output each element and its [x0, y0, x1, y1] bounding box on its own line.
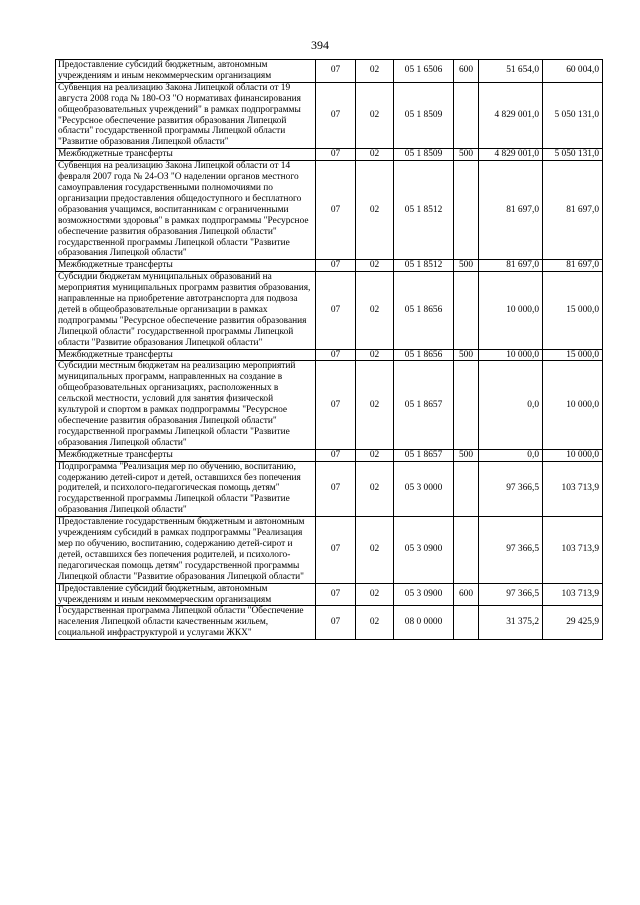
target-article-cell: 05 3 0900	[394, 517, 454, 583]
amount-year1-cell: 81 697,0	[479, 161, 543, 260]
amount-year1-cell: 81 697,0	[479, 260, 543, 272]
section-cell: 07	[316, 149, 356, 161]
table-row	[56, 361, 603, 449]
table-row	[56, 606, 603, 640]
expense-type-cell	[454, 82, 479, 148]
amount-year2-cell: 81 697,0	[543, 260, 603, 272]
subsection-cell: 02	[356, 583, 394, 606]
amount-year2-cell: 60 004,0	[543, 60, 603, 83]
section-cell: 07	[316, 583, 356, 606]
table-body	[56, 60, 603, 640]
amount-year2-cell: 10 000,0	[543, 449, 603, 461]
section-cell: 07	[316, 606, 356, 640]
row-name-cell: Предоставление государственным бюджетным и автономным учреждениям субсидий в рамках подпрограммы "Реализация мер по обучению, воспитанию, содержанию детей-сирот и детей, оставшихся без попечения родителей, и психолого-педагогическая помощь детям" государственной программы Липецкой области "Развитие образования Липецкой области"	[56, 517, 316, 583]
expense-type-cell: 500	[454, 260, 479, 272]
expense-type-cell: 600	[454, 60, 479, 83]
expense-type-cell: 600	[454, 583, 479, 606]
section-cell: 07	[316, 449, 356, 461]
subsection-cell: 02	[356, 361, 394, 449]
expense-type-cell	[454, 606, 479, 640]
expense-type-cell	[454, 361, 479, 449]
target-article-cell: 05 1 8512	[394, 260, 454, 272]
subsection-cell: 02	[356, 260, 394, 272]
amount-year1-cell: 97 366,5	[479, 583, 543, 606]
table-row	[56, 82, 603, 148]
subsection-cell: 02	[356, 272, 394, 349]
section-cell: 07	[316, 361, 356, 449]
row-name-cell: Субвенция на реализацию Закона Липецкой области от 14 февраля 2007 года № 24-ОЗ "О наделении органов местного самоуправления государственными полномочиями по организации предоставления общедоступного и бесплатного образования учащимся, воспитанникам с ограниченными возможностями здоровья" в рамках подпрограммы "Ресурсное обеспечение развития образования Липецкой области" государственной программы Липецкой области "Развитие образования Липецкой области"	[56, 161, 316, 260]
target-article-cell: 05 1 8657	[394, 449, 454, 461]
amount-year2-cell: 81 697,0	[543, 161, 603, 260]
expense-type-cell	[454, 517, 479, 583]
section-cell: 07	[316, 260, 356, 272]
row-name-cell: Межбюджетные трансферты	[56, 349, 316, 361]
amount-year2-cell: 103 713,9	[543, 517, 603, 583]
amount-year1-cell: 10 000,0	[479, 272, 543, 349]
expense-type-cell	[454, 461, 479, 517]
target-article-cell: 05 1 8512	[394, 161, 454, 260]
expense-type-cell	[454, 161, 479, 260]
amount-year1-cell: 51 654,0	[479, 60, 543, 83]
row-name-cell: Субсидии бюджетам муниципальных образований на мероприятия муниципальных программ развития образования, направленные на приобретение автотранспорта для подвоза детей в общеобразовательные организации в рамках подпрограммы "Ресурсное обеспечение развития образования Липецкой области" государственной программы Липецкой области "Развитие образования Липецкой области"	[56, 272, 316, 349]
expense-type-cell	[454, 272, 479, 349]
target-article-cell: 05 1 8509	[394, 149, 454, 161]
subsection-cell: 02	[356, 449, 394, 461]
table-row	[56, 161, 603, 260]
amount-year2-cell: 15 000,0	[543, 272, 603, 349]
amount-year1-cell: 4 829 001,0	[479, 149, 543, 161]
amount-year1-cell: 0,0	[479, 449, 543, 461]
subsection-cell: 02	[356, 349, 394, 361]
amount-year1-cell: 97 366,5	[479, 461, 543, 517]
section-cell: 07	[316, 517, 356, 583]
table-row	[56, 449, 603, 461]
target-article-cell: 05 3 0000	[394, 461, 454, 517]
table-row	[56, 149, 603, 161]
amount-year1-cell: 97 366,5	[479, 517, 543, 583]
section-cell: 07	[316, 60, 356, 83]
amount-year2-cell: 10 000,0	[543, 361, 603, 449]
target-article-cell: 05 1 8656	[394, 349, 454, 361]
section-cell: 07	[316, 461, 356, 517]
amount-year1-cell: 31 375,2	[479, 606, 543, 640]
row-name-cell: Государственная программа Липецкой области "Обеспечение населения Липецкой области качественным жильем, социальной инфраструктурой и услугами ЖКХ"	[56, 606, 316, 640]
row-name-cell: Межбюджетные трансферты	[56, 149, 316, 161]
target-article-cell: 08 0 0000	[394, 606, 454, 640]
subsection-cell: 02	[356, 461, 394, 517]
row-name-cell: Субвенция на реализацию Закона Липецкой области от 19 августа 2008 года № 180-ОЗ "О нормативах финансирования общеобразовательных учреждений" в рамках подпрограммы "Ресурсное обеспечение развития образования Липецкой области" государственной программы Липецкой области "Развитие образования Липецкой области"	[56, 82, 316, 148]
amount-year2-cell: 103 713,9	[543, 461, 603, 517]
budget-table	[55, 59, 603, 640]
subsection-cell: 02	[356, 60, 394, 83]
expense-type-cell: 500	[454, 149, 479, 161]
row-name-cell: Межбюджетные трансферты	[56, 260, 316, 272]
target-article-cell: 05 1 6506	[394, 60, 454, 83]
table-row	[56, 461, 603, 517]
amount-year1-cell: 10 000,0	[479, 349, 543, 361]
section-cell: 07	[316, 272, 356, 349]
page-number: 394	[311, 38, 329, 52]
amount-year2-cell: 5 050 131,0	[543, 82, 603, 148]
subsection-cell: 02	[356, 517, 394, 583]
expense-type-cell: 500	[454, 349, 479, 361]
subsection-cell: 02	[356, 606, 394, 640]
subsection-cell: 02	[356, 149, 394, 161]
section-cell: 07	[316, 349, 356, 361]
section-cell: 07	[316, 161, 356, 260]
row-name-cell: Предоставление субсидий бюджетным, автономным учреждениям и иным некоммерческим организациям	[56, 60, 316, 83]
amount-year1-cell: 0,0	[479, 361, 543, 449]
amount-year2-cell: 15 000,0	[543, 349, 603, 361]
subsection-cell: 02	[356, 82, 394, 148]
table-row	[56, 272, 603, 349]
target-article-cell: 05 1 8657	[394, 361, 454, 449]
table-row	[56, 60, 603, 83]
target-article-cell: 05 3 0900	[394, 583, 454, 606]
section-cell: 07	[316, 82, 356, 148]
table-row	[56, 349, 603, 361]
table-row	[56, 260, 603, 272]
amount-year1-cell: 4 829 001,0	[479, 82, 543, 148]
row-name-cell: Предоставление субсидий бюджетным, автономным учреждениям и иным некоммерческим организациям	[56, 583, 316, 606]
row-name-cell: Субсидии местным бюджетам на реализацию мероприятий муниципальных программ, направленных на создание в общеобразовательных организациях, расположенных в сельской местности, условий для занятия физической культурой и спортом в рамках подпрограммы "Ресурсное обеспечение развития образования Липецкой области" государственной программы Липецкой области "Развитие образования Липецкой области"	[56, 361, 316, 449]
target-article-cell: 05 1 8509	[394, 82, 454, 148]
table-row	[56, 583, 603, 606]
target-article-cell: 05 1 8656	[394, 272, 454, 349]
expense-type-cell: 500	[454, 449, 479, 461]
amount-year2-cell: 103 713,9	[543, 583, 603, 606]
amount-year2-cell: 5 050 131,0	[543, 149, 603, 161]
row-name-cell: Подпрограмма "Реализация мер по обучению, воспитанию, содержанию детей-сирот и детей, оставшихся без попечения родителей, и психолого-педагогическая помощь детям" государственной программы Липецкой области "Развитие образования Липецкой области"	[56, 461, 316, 517]
table-row	[56, 517, 603, 583]
subsection-cell: 02	[356, 161, 394, 260]
row-name-cell: Межбюджетные трансферты	[56, 449, 316, 461]
amount-year2-cell: 29 425,9	[543, 606, 603, 640]
